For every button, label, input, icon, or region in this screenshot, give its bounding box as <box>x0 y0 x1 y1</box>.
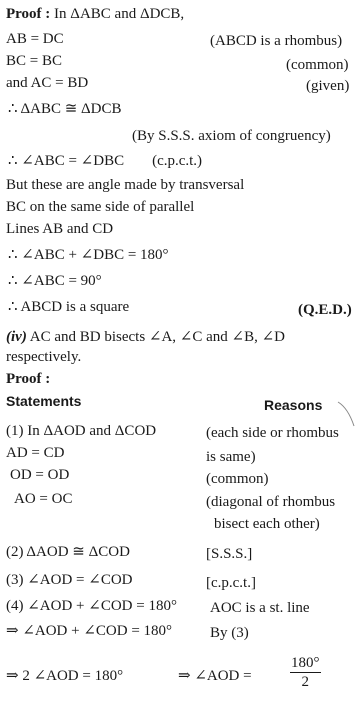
reason-rhombus: (ABCD is a rhombus) <box>210 33 343 49</box>
statement-bc-bc: BC = BC <box>6 53 62 69</box>
reason-common: (common) <box>286 57 349 73</box>
reasons-header: Reasons <box>264 397 323 413</box>
proof-intro-text: In ΔABC and ΔDCB, <box>50 6 185 22</box>
congruence-abc-dcb: ∴ ΔABC ≅ ΔDCB <box>8 101 122 117</box>
angle-abc-dbc: ∴ ∠ABC = ∠DBC <box>8 153 125 169</box>
statement-ac-bd: and AC = BD <box>6 75 89 91</box>
part-iv-text: AC and BD bisects ∠A, ∠C and ∠B, ∠D <box>26 329 286 345</box>
reason-diagonal: (diagonal of rhombus <box>206 494 336 510</box>
angle-sum-180: ∴ ∠ABC + ∠DBC = 180° <box>8 247 169 263</box>
reason-bisect: bisect each other) <box>214 516 320 532</box>
statements-header: Statements <box>6 393 82 409</box>
statement-ad-cd: AD = CD <box>6 445 65 461</box>
statement-ab-dc: AB = DC <box>6 31 64 47</box>
implies-2-aod: ⇒ 2 ∠AOD = 180° <box>6 668 124 684</box>
transversal-text-2: BC on the same side of parallel <box>6 199 195 215</box>
fraction-denominator: 2 <box>301 674 309 690</box>
transversal-text-3: Lines AB and CD <box>6 221 114 237</box>
reason-cpct: (c.p.c.t.) <box>152 153 203 169</box>
implies-aod: ⇒ ∠AOD = <box>178 668 252 684</box>
qed-label: (Q.E.D.) <box>298 302 352 318</box>
proof-heading: Proof : <box>6 6 51 22</box>
fraction-numerator: 180° <box>291 655 320 671</box>
reason-is-same: is same) <box>206 449 256 465</box>
stray-pen-mark <box>336 400 356 428</box>
reason-by-3: By (3) <box>210 625 249 641</box>
reason-straight-line: AOC is a st. line <box>210 600 310 616</box>
statement-ao-oc: AO = OC <box>14 491 73 507</box>
implies-sum-180: ⇒ ∠AOD + ∠COD = 180° <box>6 623 173 639</box>
reason-sss-axiom: (By S.S.S. axiom of congruency) <box>132 128 331 144</box>
conclusion-square: ∴ ABCD is a square <box>8 299 130 315</box>
part-iv-label: (iv) <box>6 329 27 345</box>
reason-cpct-2: [c.p.c.t.] <box>206 575 256 591</box>
fraction-180-over-2 <box>290 655 321 691</box>
statement-1-triangles: (1) In ΔAOD and ΔCOD <box>6 423 157 439</box>
angle-abc-90: ∴ ∠ABC = 90° <box>8 273 102 289</box>
proof-heading-2: Proof : <box>6 371 51 387</box>
reason-given: (given) <box>306 78 350 94</box>
statement-3-angles: (3) ∠AOD = ∠COD <box>6 572 133 588</box>
part-iv-line <box>6 328 285 346</box>
proof-intro-line <box>6 5 184 23</box>
reason-sss: [S.S.S.] <box>206 546 253 562</box>
reason-common-2: (common) <box>206 471 269 487</box>
statement-2-congruence: (2) ΔAOD ≅ ΔCOD <box>6 544 130 560</box>
statement-4-sum: (4) ∠AOD + ∠COD = 180° <box>6 598 177 614</box>
statement-od-od: OD = OD <box>10 467 70 483</box>
angle-equality-line <box>8 152 202 170</box>
reason-each-side: (each side or rhombus <box>206 425 339 441</box>
part-iv-continued: respectively. <box>6 349 82 365</box>
transversal-text-1: But these are angle made by transversal <box>6 177 245 193</box>
